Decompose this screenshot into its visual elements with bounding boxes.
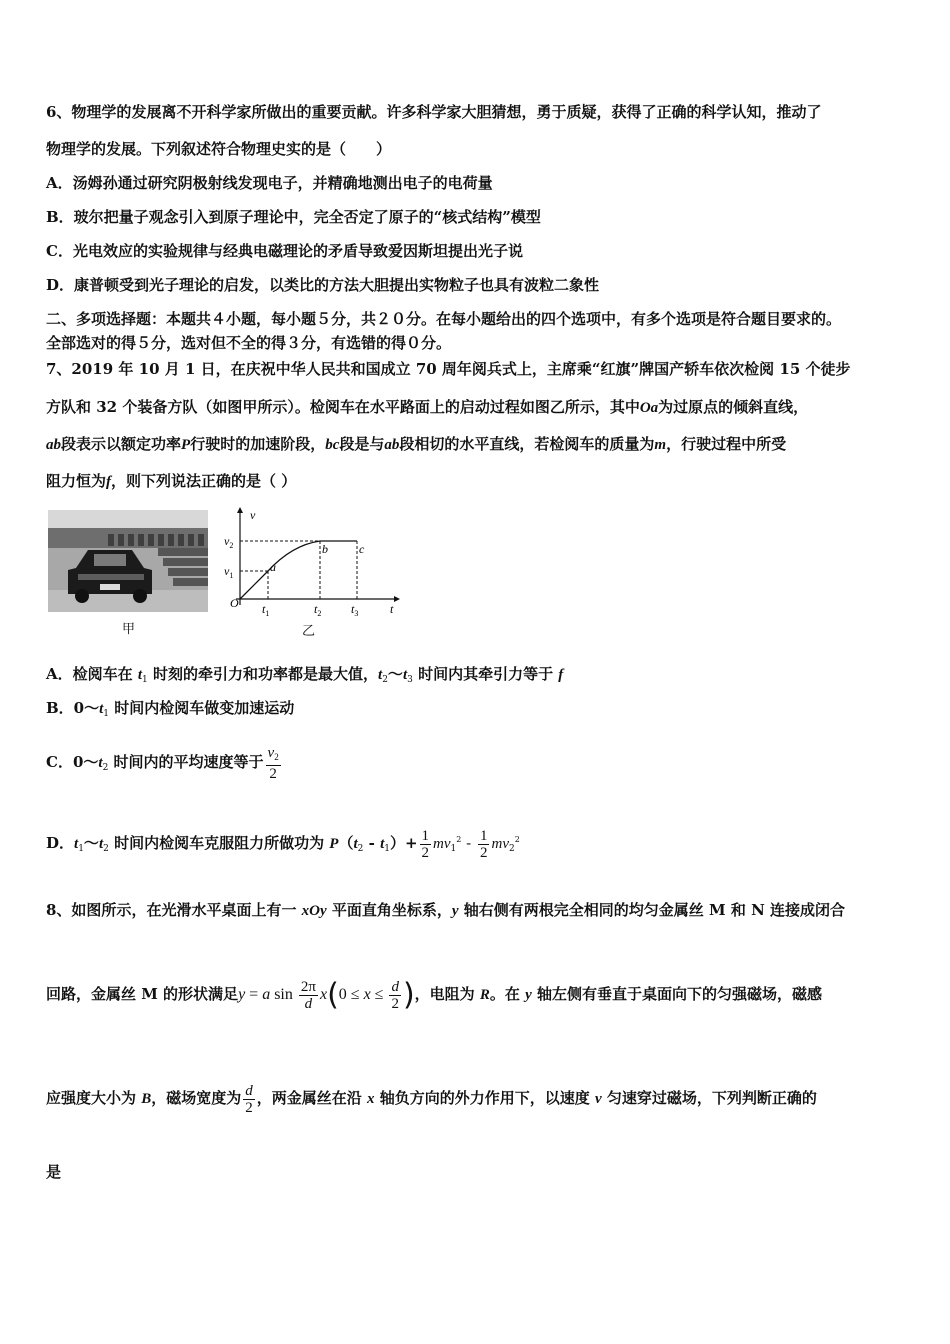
- section2-heading-line1: 二、多项选择题：本题共４小题，每小题５分，共２０分。在每小题给出的四个选项中，有多个选项是符合题目要求的。: [46, 310, 842, 328]
- graph-label-t: t: [390, 602, 394, 616]
- fraction-d-over-2: $\frac{d}{2}$: [245, 1082, 253, 1116]
- graph-v-arrow: [237, 507, 243, 513]
- section2-heading-line2: 全部选对的得５分，选对但不全的得３分，有选错的得０分。: [46, 334, 452, 352]
- graph-label-t3: $t_3$: [351, 602, 359, 618]
- q7-stem-line4: 阻力恒为f，则下列说法正确的是（ ）: [46, 472, 297, 490]
- graph-label-a: a: [270, 560, 276, 574]
- q6-option-b: B．玻尔把量子观念引入到原子理论中，完全否定了原子的“核式结构”模型: [46, 208, 541, 226]
- graph-label-v1: $v_1$: [224, 564, 234, 580]
- graph-label-v: v: [250, 508, 256, 522]
- shape-formula: y = a sin $\frac{2\pi}{d}$ x(0 ≤ x ≤ $\frac{d}{2}$ ): [238, 977, 415, 1013]
- graph-label-b: b: [322, 542, 328, 556]
- q6-option-a: A．汤姆孙通过研究阴极射线发现电子，并精确地测出电子的电荷量: [46, 174, 493, 192]
- graph-label-c: c: [359, 542, 365, 556]
- vt-graph: [222, 505, 402, 635]
- q8-stem-line2: 回路，金属丝 M 的形状满足y = a sin $\frac{2\pi}{d}$ x(0 ≤ x ≤ $\frac{d}{2}$ )，电阻为 R。在 y 轴左侧有垂直于桌面向下的匀强磁场，磁感: [46, 977, 823, 1013]
- q7-option-c: C．$0\sim t_2$ 时间内的平均速度等于 $\frac{v_2}{2}$: [46, 744, 279, 782]
- fraction-v2-over-2: $\frac{v_2}{2}$: [267, 744, 279, 782]
- q7-stem-line3: ab段表示以额定功率P行驶时的加速阶段，bc段是与ab段相切的水平直线，若检阅车的质量为m，行驶过程中所受: [46, 435, 787, 453]
- q6-option-d: D．康普顿受到光子理论的启发，以类比的方法大胆提出实物粒子也具有波粒二象性: [46, 276, 600, 294]
- q7-stem-line1: 7、2019 年 10 月 1 日，在庆祝中华人民共和国成立 70 周年阅兵式上，主席乘“红旗”牌国产轿车依次检阅 15 个徒步: [46, 360, 851, 378]
- graph-label-v2: $v_2$: [224, 534, 234, 550]
- parade-car-photo: [48, 510, 208, 612]
- q8-stem-line3: 应强度大小为 B，磁场宽度为 $\frac{d}{2}$ ，两金属丝在沿 x 轴负方向的外力作用下，以速度 v 匀速穿过磁场，下列判断正确的: [46, 1082, 817, 1116]
- q7-stem-line2: 方队和 32 个装备方队（如图甲所示）。检阅车在水平路面上的启动过程如图乙所示，其中Oa为过原点的倾斜直线，: [46, 398, 809, 416]
- graph-label-o: O: [230, 596, 239, 610]
- graph-t-arrow: [394, 596, 400, 602]
- figure-caption-yi: 乙: [302, 624, 316, 639]
- q6-stem-line1: 6、物理学的发展离不开科学家所做出的重要贡献。许多科学家大胆猜想，勇于质疑，获得了正确的科学认知，推动了: [46, 103, 822, 121]
- graph-line-oa: [240, 571, 268, 599]
- q7-option-a: A．检阅车在 $t_1$ 时刻的牵引力和功率都是最大值，$t_2\sim t_3$ 时间内其牵引力等于 f: [46, 665, 564, 685]
- q7-option-b: B．$0\sim t_1$ 时间内检阅车做变加速运动: [46, 699, 295, 719]
- q8-stem-line4: 是: [46, 1163, 62, 1181]
- q7-option-d: D．$t_1\sim t_2$ 时间内检阅车克服阻力所做功为 $P(t_2 - t_1)+$ $\frac{1}{2}$ $mv_1^2$ - $\frac{1}{2}$ $mv_2^2$: [46, 827, 520, 861]
- figure-caption-jia: 甲: [122, 622, 136, 637]
- q8-stem-line1: 8、如图所示，在光滑水平桌面上有一 xOy 平面直角坐标系，y 轴右侧有两根完全相同的均匀金属丝 M 和 N 连接成闭合: [46, 901, 846, 919]
- graph-label-t2: $t_2$: [314, 602, 322, 618]
- graph-label-t1: $t_1$: [262, 602, 270, 618]
- q6-stem-line2: 物理学的发展。下列叙述符合物理史实的是（ ）: [46, 140, 392, 158]
- q6-option-c: C．光电效应的实验规律与经典电磁理论的矛盾导致爱因斯坦提出光子说: [46, 242, 523, 260]
